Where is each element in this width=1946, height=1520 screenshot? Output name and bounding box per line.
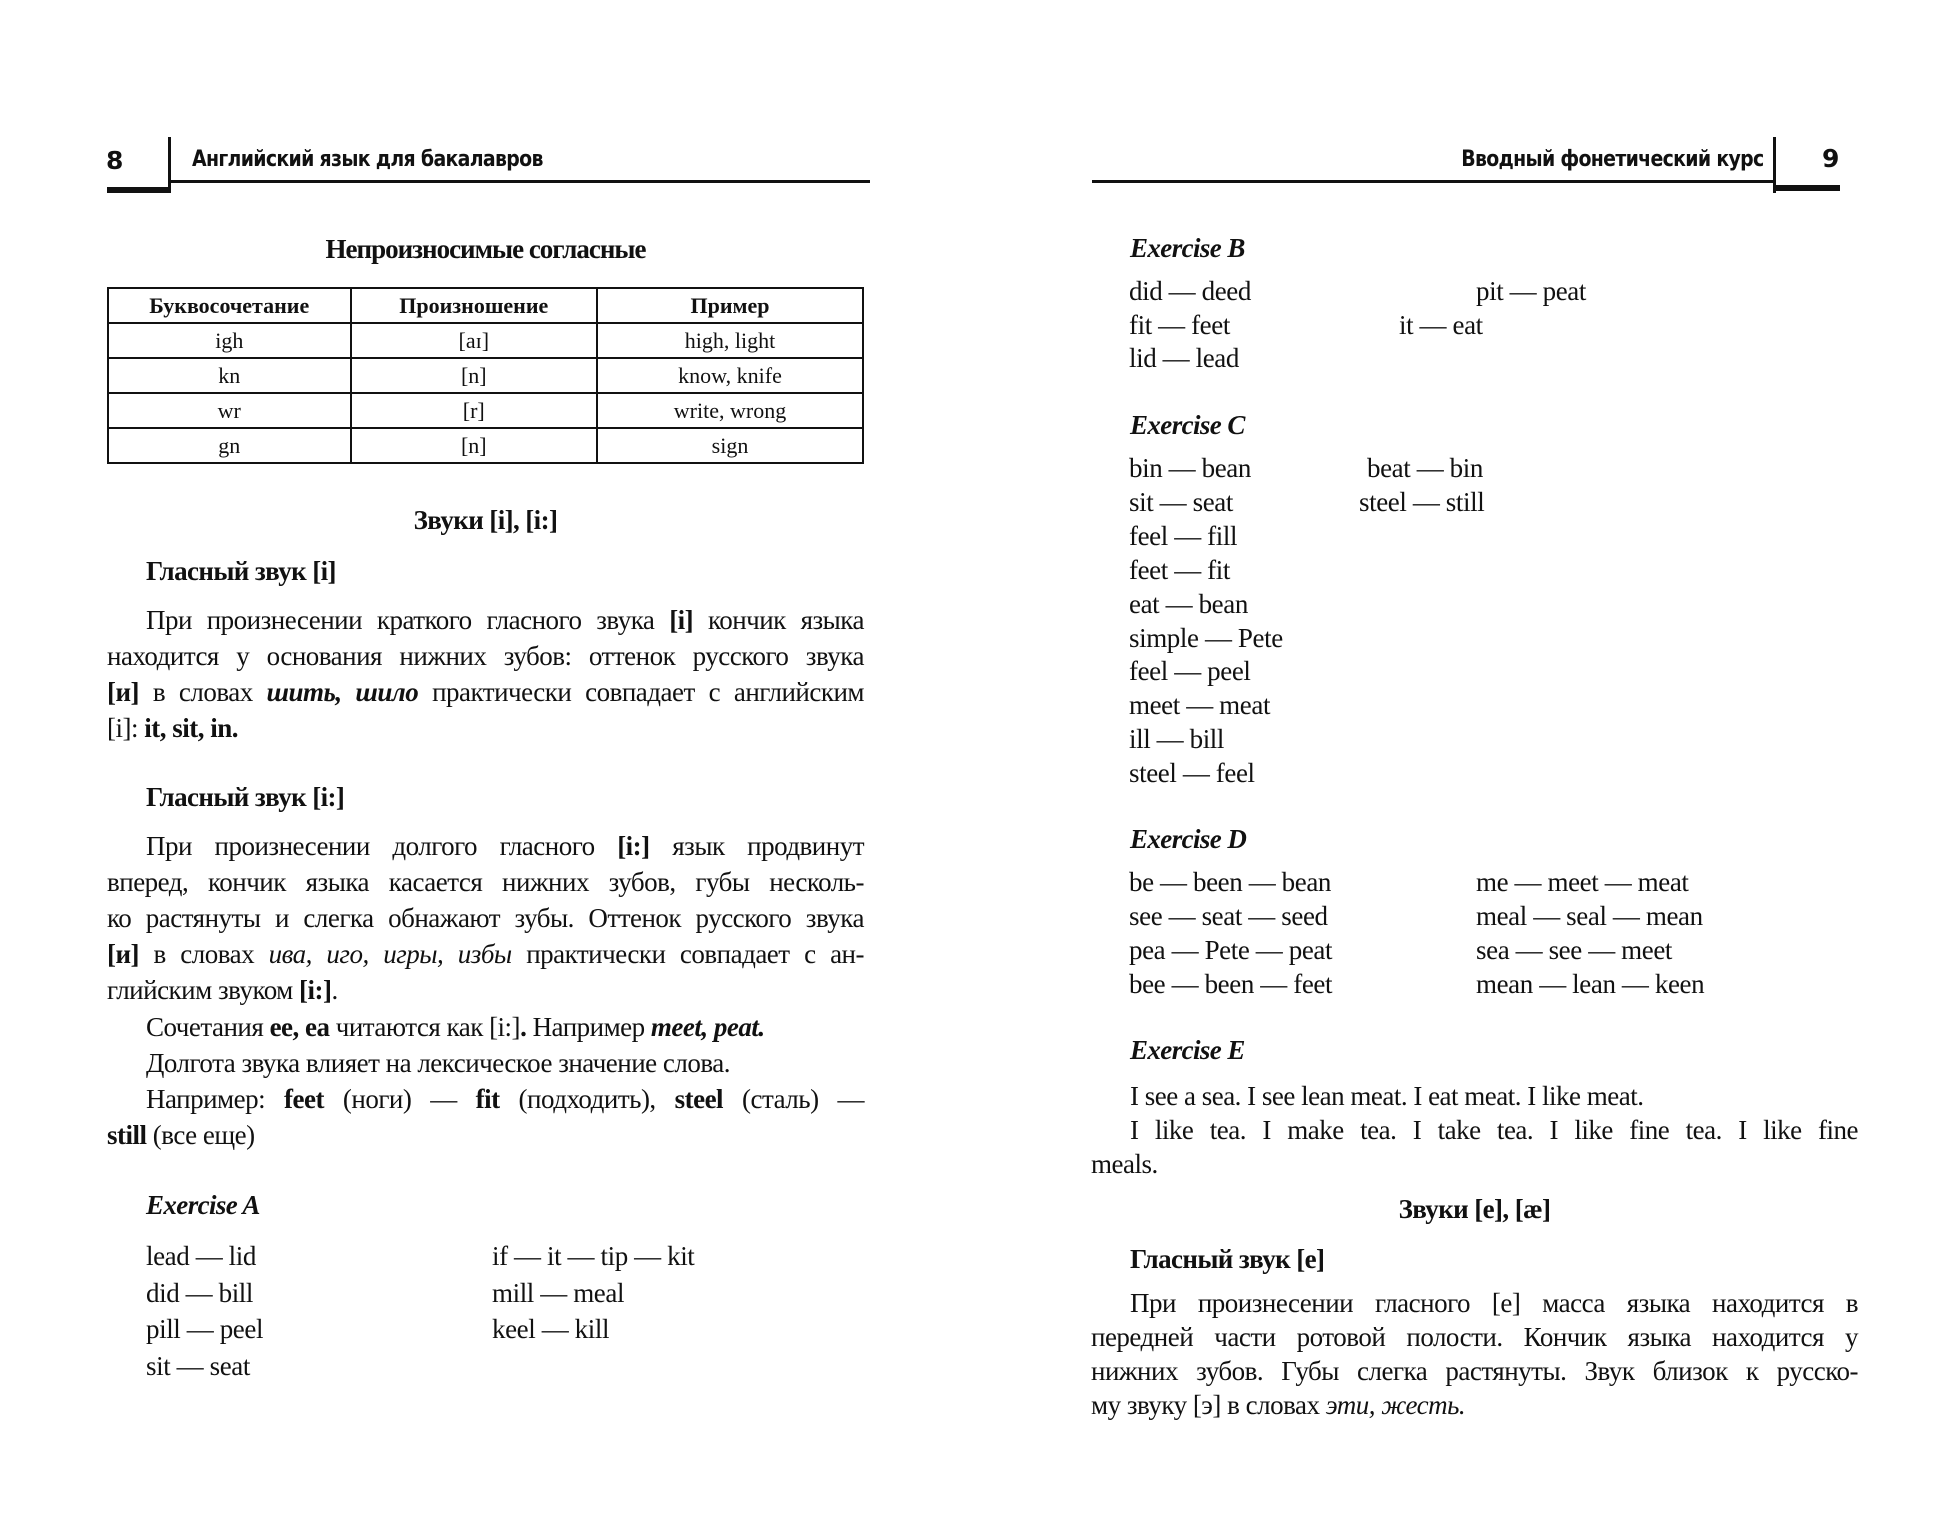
table-row — [108, 428, 863, 463]
word-pair-item: did — deed — [1129, 276, 1251, 306]
word-pair-item: lid — lead — [1129, 343, 1239, 373]
exercise-b-item: pit — peat — [1476, 276, 1586, 306]
word-pair-item: be — been — bean — [1129, 867, 1332, 897]
text-run: язык продвинут — [649, 831, 864, 861]
paragraph-line — [1091, 1388, 1858, 1422]
exercise-b-title: Exercise B — [1130, 233, 1245, 263]
exercise-e-line-1: I see a sea. I see lean meat. I eat meat. I like meat. — [1130, 1081, 1644, 1111]
table-cell: kn — [108, 358, 351, 393]
text-run: still — [107, 1120, 147, 1150]
table-cell: igh — [108, 323, 351, 358]
text-run: практически совпадает с английским — [418, 677, 864, 707]
text-run: it, sit, in. — [144, 713, 239, 743]
paragraph-long-vowel-i — [107, 828, 864, 1008]
heading-short-vowel-i: Гласный звук [i] — [146, 556, 336, 586]
exercise-a-title: Exercise A — [146, 1190, 260, 1220]
word-pair-item: did — bill — [146, 1277, 254, 1308]
text-run: . — [331, 975, 338, 1005]
text-run: feet — [284, 1084, 324, 1114]
line-example-1 — [146, 1081, 864, 1117]
exercise-e-line-3: meals. — [1091, 1149, 1158, 1179]
text-run: Например: — [146, 1084, 285, 1114]
exercise-e-title: Exercise E — [1130, 1035, 1245, 1065]
table-title: Непроизносимые согласные — [325, 234, 646, 264]
paragraph-line — [1091, 1354, 1858, 1388]
word-pair-item: pill — peel — [146, 1314, 264, 1344]
text-run: steel — [674, 1084, 724, 1114]
table-cell: [aɪ] — [351, 323, 597, 358]
exercise-e-text: I like tea. I make tea. I take tea. I like fine tea. I like fine — [1130, 1115, 1858, 1145]
paragraph-line — [107, 936, 864, 972]
exercise-d-title: Exercise D — [1130, 824, 1247, 854]
table-row — [108, 358, 863, 393]
text-run: ee, ea — [269, 1012, 330, 1042]
paragraph-short-vowel-i — [107, 602, 864, 746]
paragraph-line — [1091, 1286, 1858, 1320]
text-run: в словах — [139, 677, 267, 707]
header-thick-bar-left — [107, 187, 171, 193]
text-run: практически совпадает с ан- — [511, 939, 864, 969]
text-run: (все еще) — [146, 1120, 255, 1150]
word-pair-item: feel — peel — [1129, 656, 1251, 687]
paragraph-line — [107, 828, 864, 864]
word-pair-item: feet — fit — [1129, 554, 1230, 585]
word-pair-item: sit — seat — [1129, 486, 1233, 517]
word-pair-item: meal — seal — mean — [1476, 901, 1703, 931]
line-length-meaning: Долгота звука влияет на лексическое значение слова. — [146, 1048, 730, 1078]
table-cell: [n] — [351, 358, 597, 393]
section-title-i-sounds: Звуки [i], [i:] — [413, 505, 558, 535]
paragraph-line — [107, 972, 864, 1008]
heading-vowel-e: Гласный звук [e] — [1130, 1244, 1325, 1274]
table-cell: know, knife — [597, 358, 863, 393]
word-pair-item: steel — feel — [1129, 758, 1255, 789]
word-pair-item: ill — bill — [1129, 724, 1225, 755]
word-pair-item: sea — see — meet — [1476, 935, 1673, 965]
table-cell: high, light — [597, 323, 863, 358]
text-run: глийским звуком — [107, 975, 300, 1005]
table-header-row — [108, 288, 863, 323]
exercise-e-line-2 — [1130, 1112, 1858, 1148]
header-rule-right — [1092, 180, 1775, 183]
text-run: ко растянуты и слегка обнажают зубы. Оттенок русского звука — [107, 903, 864, 933]
table-cell: write, wrong — [597, 393, 863, 428]
word-pair-item: eat — bean — [1129, 588, 1248, 619]
paragraph-line — [107, 864, 864, 900]
word-pair-item: bee — been — feet — [1129, 969, 1333, 999]
word-pair-item: bin — bean — [1129, 453, 1251, 483]
word-pair-item: fit — feet — [1129, 309, 1230, 340]
text-run: му звуку [э] в словах — [1091, 1390, 1326, 1420]
text-run: [i] — [669, 605, 694, 635]
paragraph-line — [107, 900, 864, 936]
text-run: (ноги) — — [323, 1084, 476, 1114]
word-pair-item: keel — kill — [492, 1314, 610, 1344]
text-run: читаются как [i:] — [329, 1012, 521, 1042]
paragraph-line — [107, 674, 864, 710]
paragraph-line — [1091, 1320, 1858, 1354]
table-cell: wr — [108, 393, 351, 428]
word-pair-item: mill — meal — [492, 1277, 625, 1308]
word-pair-item: simple — Pete — [1129, 622, 1283, 653]
table-header-cell: Произношение — [351, 288, 597, 323]
text-run: передней части ротовой полости. Кончик языка находится у — [1091, 1322, 1858, 1352]
text-run: вперед, кончик языка касается нижних зубов, губы несколь- — [107, 867, 864, 897]
text-run: (сталь) — — [723, 1084, 864, 1114]
word-pair-item: sit — seat — [146, 1350, 250, 1381]
table-cell: [n] — [351, 428, 597, 463]
word-pair-item: see — seat — seed — [1129, 901, 1328, 931]
text-run: [i:] — [299, 975, 332, 1005]
running-title-right: Вводный фонетический курс — [1461, 147, 1764, 172]
line-combinations — [146, 1009, 765, 1045]
exercise-c-title: Exercise C — [1130, 410, 1245, 440]
word-pair-item: lead — lid — [146, 1241, 256, 1271]
paragraph-vowel-e — [1091, 1286, 1858, 1422]
text-run: находится у основания нижних зубов: оттенок русского звука — [107, 641, 864, 671]
table-header-cell: Пример — [597, 288, 863, 323]
exercise-b-item: it — eat — [1399, 310, 1483, 340]
text-run: При произнесении гласного [e] масса языка находится в — [1130, 1288, 1858, 1318]
word-pair-item: if — it — tip — kit — [492, 1241, 695, 1271]
word-pair-item: me — meet — meat — [1476, 867, 1689, 897]
running-title-left: Английский язык для бакалавров — [192, 147, 543, 172]
text-run: [и] — [107, 939, 140, 969]
text-run: Сочетания — [146, 1012, 270, 1042]
text-run: [i:] — [617, 831, 650, 861]
line-example-2 — [107, 1117, 255, 1153]
table-row — [108, 323, 863, 358]
word-pair-item: pea — Pete — peat — [1129, 935, 1333, 965]
exercise-c-item: beat — bin — [1367, 453, 1483, 483]
text-run: шить, шило — [266, 677, 419, 707]
table-cell: [r] — [351, 393, 597, 428]
text-run: При произнесении краткого гласного звука — [146, 605, 670, 635]
paragraph-line — [107, 638, 864, 674]
header-divider-left — [168, 137, 171, 193]
table-cell: gn — [108, 428, 351, 463]
text-run: (подходить), — [499, 1084, 675, 1114]
header-thick-bar-right — [1774, 185, 1840, 191]
word-pair-item: mean — lean — keen — [1476, 969, 1705, 999]
text-run: ива, иго, игры, избы — [268, 939, 512, 969]
silent-consonants-table — [107, 287, 864, 464]
table-row — [108, 393, 863, 428]
example-text — [146, 1081, 864, 1117]
text-run: fit — [475, 1084, 500, 1114]
exercise-c-item: steel — still — [1359, 487, 1485, 517]
page-number-left: 8 — [106, 146, 123, 175]
text-run: . — [520, 1012, 533, 1042]
word-pair-item: meet — meat — [1129, 690, 1271, 721]
text-run: meet, peat. — [650, 1012, 765, 1042]
text-run: При произнесении долгого гласного — [146, 831, 618, 861]
word-pair-item: feel — fill — [1129, 520, 1238, 551]
page-number-right: 9 — [1822, 144, 1839, 173]
paragraph-line — [107, 710, 864, 746]
header-rule-left — [170, 180, 870, 183]
paragraph-line — [107, 602, 864, 638]
heading-long-vowel-i: Гласный звук [i:] — [146, 782, 345, 812]
text-run: эти, жесть. — [1325, 1390, 1466, 1420]
text-run: [i]: — [107, 713, 145, 743]
text-run: в словах — [139, 939, 269, 969]
text-run: нижних зубов. Губы слегка растянуты. Звук близок к русско- — [1091, 1356, 1858, 1386]
text-run: кончик языка — [693, 605, 864, 635]
section-title-e-sounds: Звуки [e], [æ] — [1398, 1194, 1551, 1224]
table-cell: sign — [597, 428, 863, 463]
text-run: Например — [532, 1012, 651, 1042]
text-run: [и] — [107, 677, 140, 707]
table-header-cell: Буквосочетание — [108, 288, 351, 323]
